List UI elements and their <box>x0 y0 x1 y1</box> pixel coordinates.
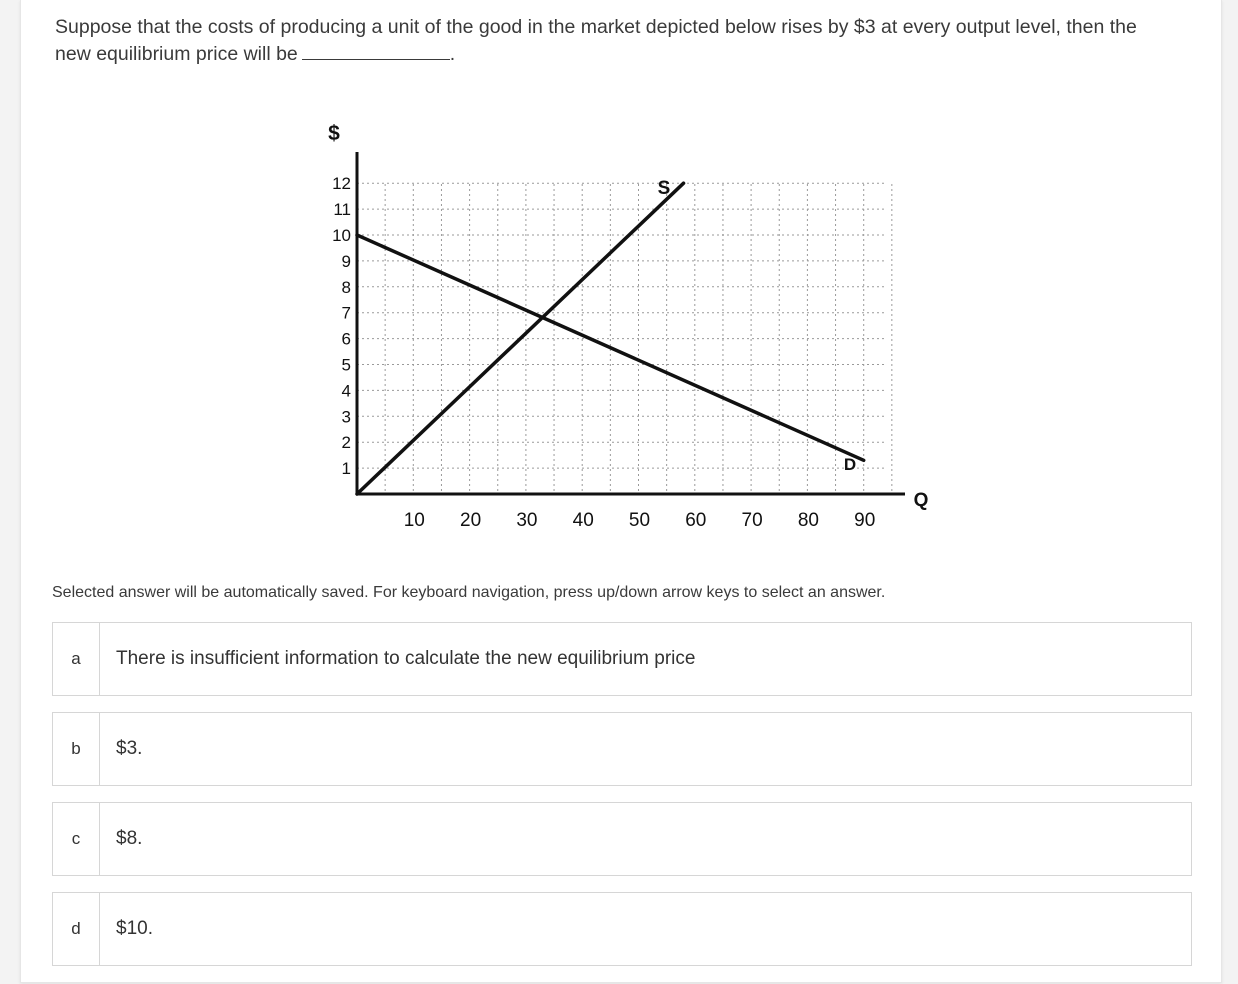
answer-choice-a[interactable] <box>52 622 1192 696</box>
demand-curve <box>357 235 864 460</box>
x-tick-label: 80 <box>797 510 819 528</box>
demand-curve-label: D <box>843 455 857 474</box>
choice-text: $8. <box>116 828 143 849</box>
y-tick-label: 1 <box>341 459 351 479</box>
choice-text: $10. <box>116 918 153 939</box>
question-card <box>20 0 1222 983</box>
choice-text: $3. <box>116 738 143 759</box>
question-period: . <box>449 43 456 65</box>
y-tick-label: 9 <box>341 251 351 271</box>
y-tick-label: 6 <box>341 329 351 349</box>
supply-curve <box>357 183 684 494</box>
y-tick-label: 8 <box>341 277 351 297</box>
x-tick-label: 10 <box>403 510 425 528</box>
x-tick-label: 30 <box>516 510 538 528</box>
y-tick-label: 7 <box>341 303 351 323</box>
x-tick-label: 40 <box>572 510 594 528</box>
answer-choice-b[interactable] <box>52 712 1192 786</box>
answer-blank <box>302 41 450 60</box>
choice-letter: b <box>53 713 100 785</box>
x-axis-label: Q <box>913 490 929 511</box>
y-tick-label: 3 <box>341 407 351 427</box>
y-tick-label: 10 <box>332 226 351 245</box>
answer-choice-d[interactable] <box>52 892 1192 966</box>
choice-letter: c <box>53 803 100 875</box>
question-prompt: Suppose that the costs of producing a unit of the good in the market depicted below rises by $3 at every output level, then the new equilibrium price will be <box>55 16 1137 65</box>
y-axis-label: $ <box>328 122 340 145</box>
chart-svg <box>301 118 941 528</box>
supply-curve-label: S <box>657 178 671 199</box>
y-tick-label: 11 <box>333 200 351 220</box>
grid-lines <box>357 183 892 494</box>
supply-demand-graph <box>301 118 941 533</box>
x-tick-label: 60 <box>685 510 707 528</box>
x-tick-label: 50 <box>628 510 651 528</box>
x-tick-label: 20 <box>460 510 482 528</box>
choice-letter: d <box>53 893 100 965</box>
x-tick-label: 70 <box>741 510 763 528</box>
choice-letter: a <box>53 623 100 695</box>
x-tick-label: 90 <box>854 510 876 528</box>
y-tick-label: 12 <box>332 174 351 194</box>
y-tick-label: 2 <box>341 433 351 453</box>
y-tick-label: 5 <box>341 355 351 375</box>
choice-text: There is insufficient information to calculate the new equilibrium price <box>116 648 696 669</box>
answer-choice-c[interactable] <box>52 802 1192 876</box>
question-text <box>55 14 1175 68</box>
auto-save-instructions: Selected answer will be automatically saved. For keyboard navigation, press up/down arrow keys to select an answer. <box>52 584 886 601</box>
y-tick-label: 4 <box>341 381 351 401</box>
